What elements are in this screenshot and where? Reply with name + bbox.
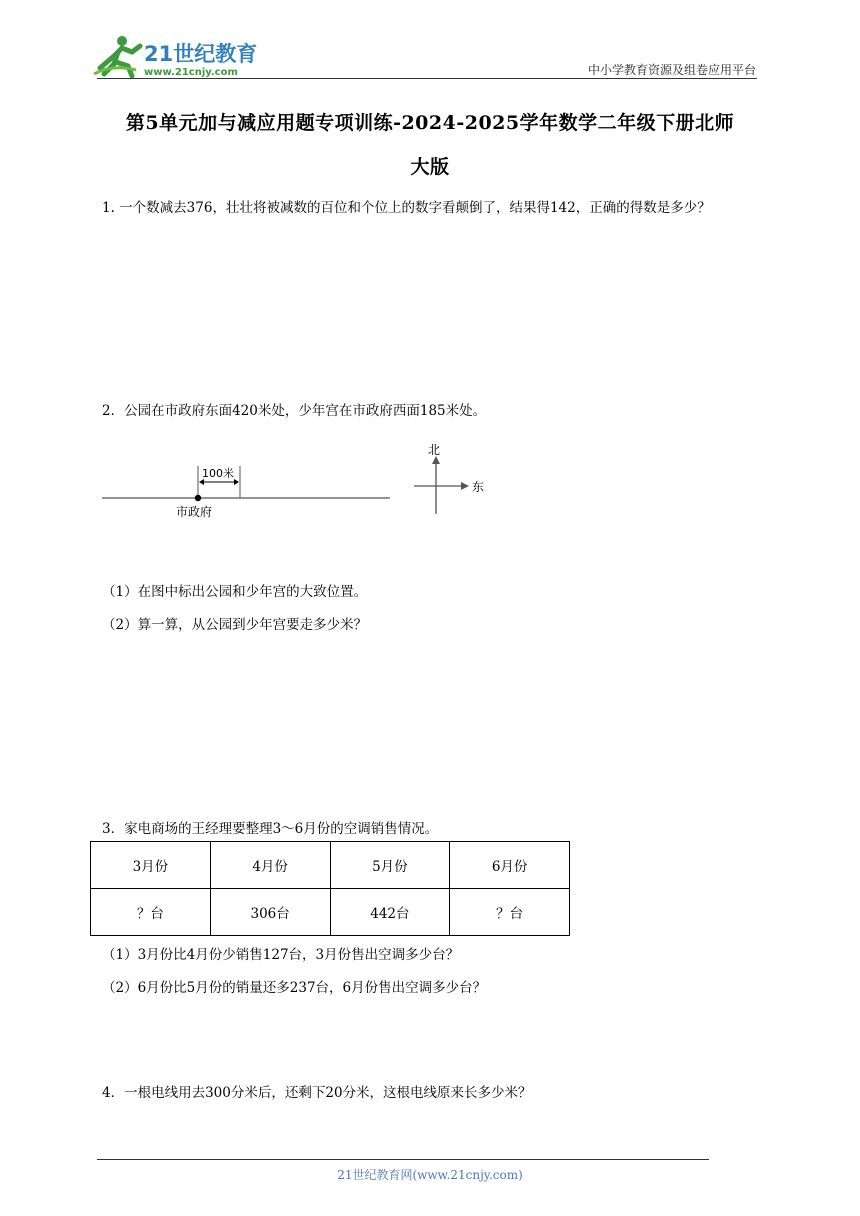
- question-2: 2．公园在市政府东面420米处，少年宫在市政府西面185米处。: [102, 403, 487, 419]
- header-divider: [97, 78, 757, 79]
- logo-url: www.21cnjy.com: [144, 67, 238, 78]
- page-title-line1: 第5单元加与减应用题专项训练-2024-2025学年数学二年级下册北师: [125, 112, 735, 134]
- platform-name: 中小学教育资源及组卷应用平台: [587, 63, 756, 77]
- table-header-cell: 5月份: [330, 842, 450, 889]
- map-diagram: [98, 436, 498, 526]
- north-label: 北: [428, 443, 441, 457]
- table-header-row: [91, 842, 570, 889]
- city-hall-dot: [195, 495, 201, 501]
- table-row: [91, 889, 570, 936]
- footer-divider: [97, 1159, 709, 1160]
- sales-table: [90, 841, 570, 936]
- table-header-cell: 3月份: [91, 842, 211, 889]
- east-label: 东: [472, 480, 485, 494]
- city-hall-label: 市政府: [176, 505, 213, 519]
- footer-link[interactable]: 21世纪教育网(www.21cnjy.com): [337, 1168, 523, 1182]
- question-3-part-2: （2）6月份比5月份的销量还多237台，6月份售出空调多少台？: [102, 980, 487, 996]
- runner-icon: [94, 36, 140, 76]
- table-cell: 442台: [330, 889, 450, 936]
- question-3-part-1: （1）3月份比4月份少销售127台，3月份售出空调多少台？: [102, 947, 460, 963]
- logo-text: 21世纪教育: [144, 42, 258, 66]
- table-header-cell: 4月份: [210, 842, 330, 889]
- question-2-part-1: （1）在图中标出公园和少年宫的大致位置。: [102, 584, 368, 600]
- page-title-line2: 大版: [410, 156, 450, 178]
- table-cell: 306台: [210, 889, 330, 936]
- question-1: 1. 一个数减去376，壮壮将被减数的百位和个位上的数字看颠倒了，结果得142，正确的得数是多少？: [102, 200, 711, 216]
- table-cell: ？台: [450, 889, 570, 936]
- question-3: 3．家电商场的王经理要整理3～6月份的空调销售情况。: [102, 821, 439, 837]
- compass-icon: [414, 456, 469, 514]
- site-logo: [92, 34, 262, 80]
- scale-label: 100米: [202, 467, 234, 480]
- question-4: 4．一根电线用去300分米后，还剩下20分米，这根电线原来长多少米？: [102, 1085, 532, 1101]
- table-cell: ？台: [91, 889, 211, 936]
- table-header-cell: 6月份: [450, 842, 570, 889]
- question-2-part-2: （2）算一算，从公园到少年宫要走多少米？: [102, 617, 368, 633]
